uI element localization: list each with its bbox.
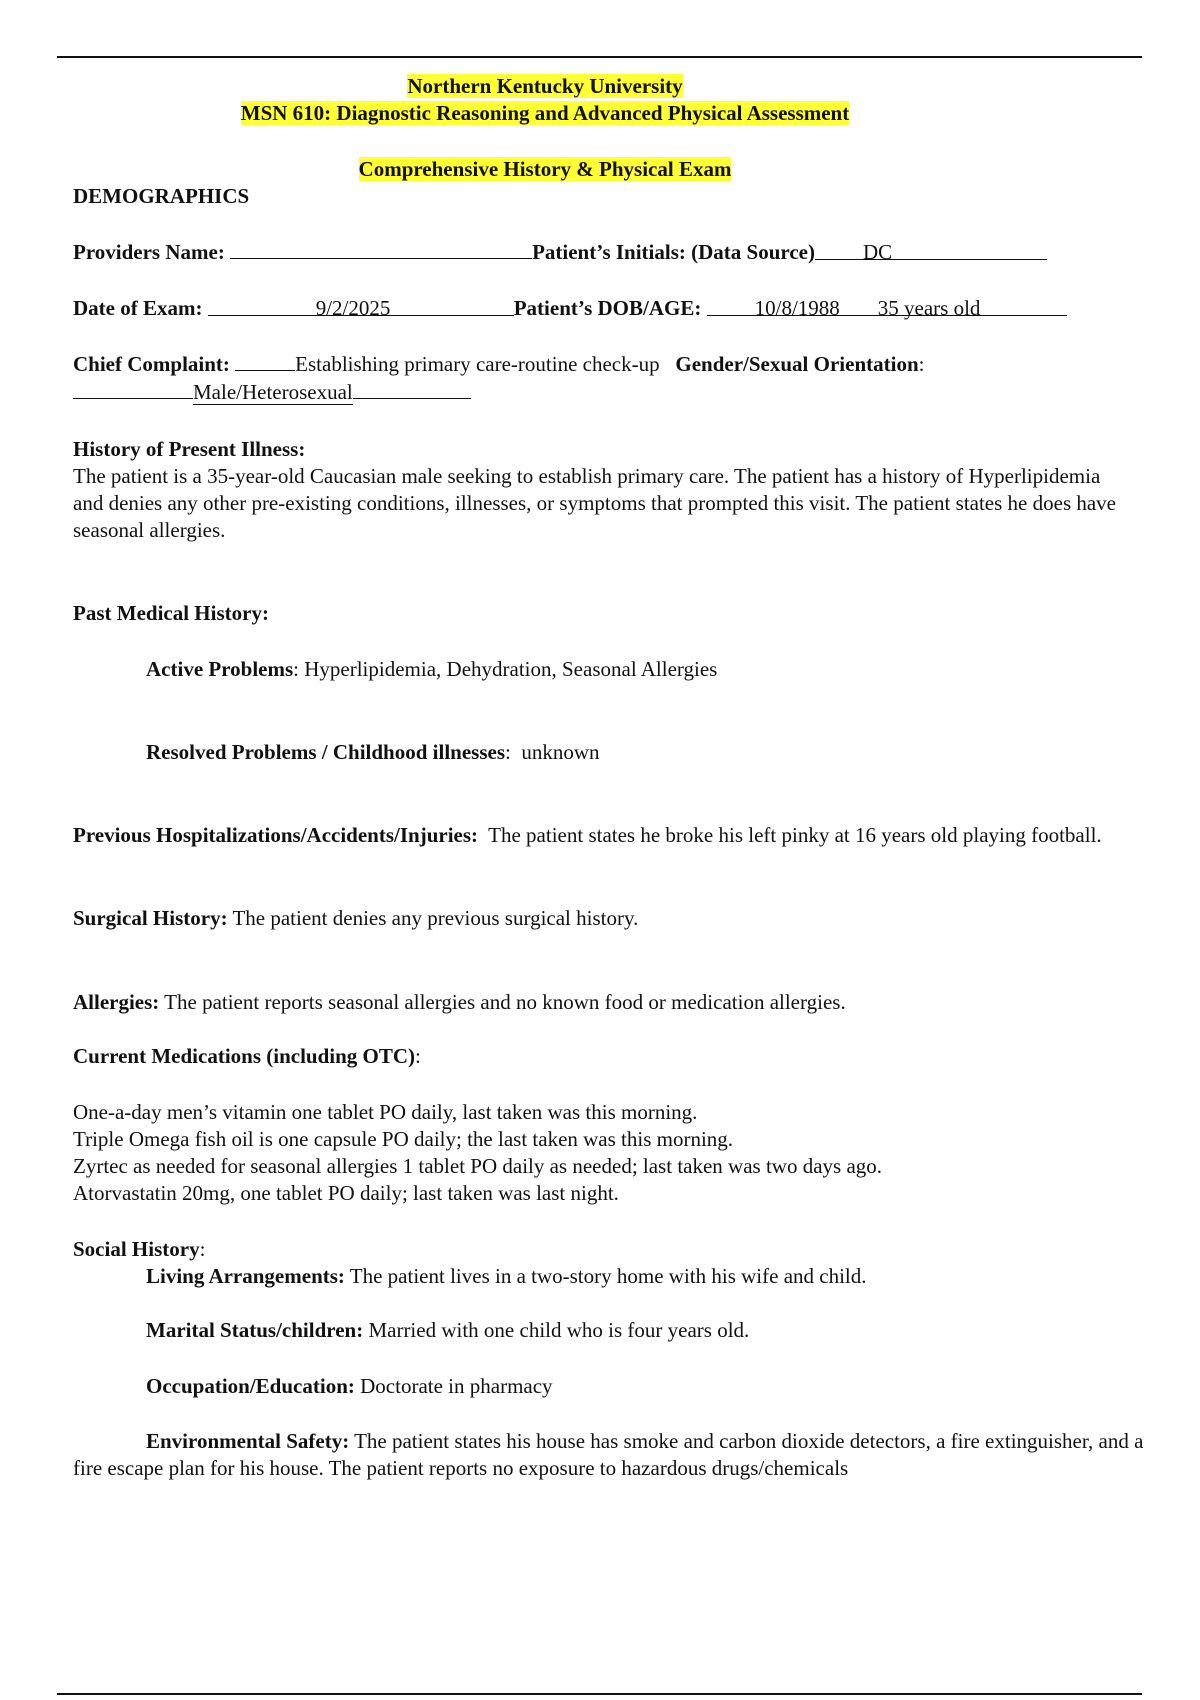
marital-label: Marital Status/children: [146,1318,364,1342]
occupation [73,1373,1153,1400]
bottom-rule [57,1693,1142,1695]
providers-name-field[interactable] [230,238,532,259]
medication-item: One-a-day men’s vitamin one tablet PO daily, last taken was this morning. [73,1100,698,1124]
patient-initials-field[interactable] [815,239,1047,264]
hospitalizations-label: Previous Hospitalizations/Accidents/Injuries: [73,823,479,847]
hpi-text: The patient is a 35-year-old Caucasian male seeking to establish primary care. The patient has a history of Hyperlipidemia and denies any other pre-existing conditions, illnesses, or symptoms that prompted this visit. The patient states he does have seasonal allergies. [73,464,1117,542]
marital-text: Married with one child who is four years old. [368,1318,750,1342]
occupation-label: Occupation/Education: [146,1374,355,1398]
form-title: Comprehensive History & Physical Exam [358,157,732,181]
resolved-problems-value: : unknown [505,740,600,764]
active-problems-value: : Hyperlipidemia, Dehydration, Seasonal Allergies [293,657,718,681]
surgical-text: The patient denies any previous surgical history. [232,906,639,930]
allergies-text: The patient reports seasonal allergies and no known food or medication allergies. [164,990,846,1014]
chief-complaint-value: Establishing primary care-routine check-up [295,352,660,376]
chief-complaint-label: Chief Complaint: [73,352,230,376]
medications-heading [73,1043,1153,1070]
living-label: Living Arrangements: [146,1264,345,1288]
chief-complaint-row [73,350,1153,378]
medication-item: Zyrtec as needed for seasonal allergies 1 tablet PO daily as needed; last taken was two days ago. [73,1154,883,1178]
date-of-exam-value: 9/2/2025 [315,296,391,320]
living-text: The patient lives in a two-story home with his wife and child. [349,1264,867,1288]
university-title: Northern Kentucky University [407,74,683,98]
surgical-section [73,905,1153,932]
gender-label: Gender/Sexual Orientation [675,352,919,376]
gender-field[interactable] [73,378,193,399]
medication-item: Atorvastatin 20mg, one tablet PO daily; last taken was last night. [73,1181,619,1205]
dob-value: 10/8/1988 [754,296,840,320]
resolved-problems [73,739,1153,766]
hpi-section [73,436,1153,544]
medication-item: Triple Omega fish oil is one capsule PO daily; the last taken was this morning. [73,1127,734,1151]
chief-complaint-field[interactable] [235,350,295,371]
allergies-label: Allergies: [73,990,160,1014]
pmh-label: Past Medical History: [73,601,269,625]
gender-field-tail[interactable] [353,378,471,399]
date-of-exam-field[interactable] [208,295,514,320]
header-block [0,73,1090,183]
patient-initials-value: DC [862,240,893,264]
occupation-text: Doctorate in pharmacy [360,1374,553,1398]
date-of-exam-label: Date of Exam: [73,296,203,320]
allergies-section [73,989,1153,1016]
gender-value: Male/Heterosexual [193,380,353,404]
hospitalizations-text: The patient states he broke his left pinky at 16 years old playing football. [488,823,1102,847]
age-value: 35 years old [877,296,981,320]
top-rule [57,56,1142,58]
medications-colon: : [415,1044,421,1068]
gender-row [73,378,1153,406]
social-colon: : [199,1237,206,1261]
living-arrangements [73,1263,1153,1290]
resolved-problems-label: Resolved Problems / Childhood illnesses [146,740,505,764]
environmental-safety [73,1428,1153,1482]
active-problems [73,656,1153,683]
social-heading [73,1236,1153,1263]
marital-status [73,1317,1153,1344]
hospitalizations-section [73,822,1103,849]
exam-date-row [73,295,1153,322]
hpi-label: History of Present Illness: [73,437,306,461]
course-title: MSN 610: Diagnostic Reasoning and Advanced Physical Assessment [240,101,850,125]
medications-list [73,1099,1153,1207]
providers-row [73,238,1153,266]
dob-age-label: Patient’s DOB/AGE: [513,296,702,320]
dob-age-field[interactable] [707,295,1067,320]
medications-label: Current Medications (including OTC) [73,1044,416,1068]
demographics-heading: DEMOGRAPHICS [73,184,250,208]
surgical-label: Surgical History: [73,906,228,930]
active-problems-label: Active Problems [146,657,294,681]
env-text: The patient states his house has smoke and carbon dioxide detectors, a fire extinguisher, and a fire escape plan for his house. The patient reports no exposure to hazardous drugs/chemicals [73,1429,1144,1480]
social-label: Social History [73,1237,200,1261]
patient-initials-label: Patient’s Initials: (Data Source) [532,240,815,264]
gender-colon: : [918,352,925,376]
document-page [73,70,1153,1482]
providers-name-label: Providers Name: [73,240,225,264]
env-label: Environmental Safety: [146,1429,350,1453]
